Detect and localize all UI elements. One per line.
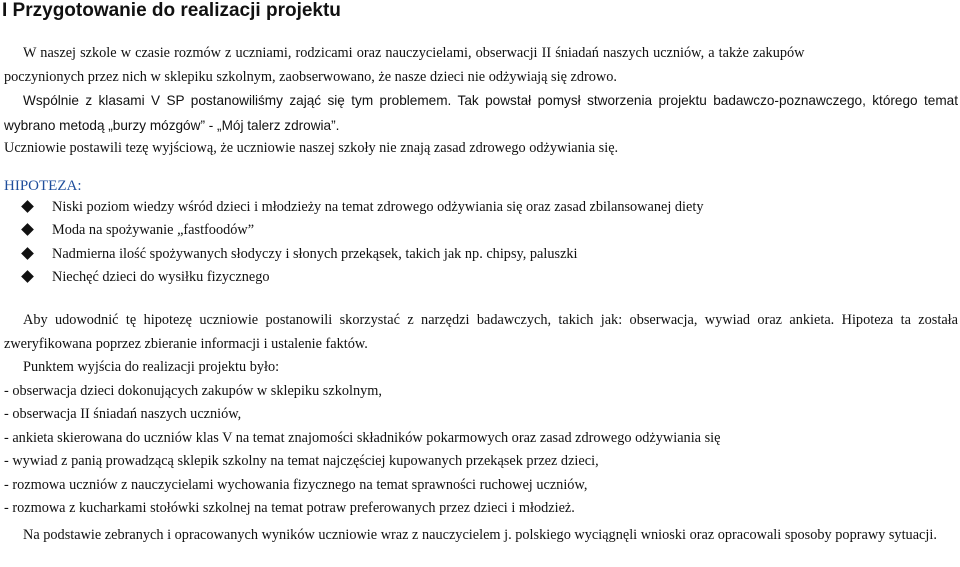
project-origin-sentence-2: Tak powstał pomysł stworzenia projektu badawczo-poznawczego, którego temat wybrano metodą „burzy mózgów” - „Mój talerz zdrowia”. xyxy=(4,93,959,133)
list-item: - obserwacja dzieci dokonujących zakupów w sklepiku szkolnym, xyxy=(4,382,382,399)
list-item: - rozmowa z kucharkami stołówki szkolnej na temat potraw preferowanych przez dzieci i młodzież. xyxy=(4,500,575,516)
list-item xyxy=(0,266,703,289)
page-title: I Przygotowanie do realizacji projektu xyxy=(2,0,341,21)
intro-line-2: poczynionych przez nich w sklepiku szkolnym, zaobserwowano, że nasze dzieci nie odżywiają się zdrowo. xyxy=(4,68,617,85)
list-item: - rozmowa uczniów z nauczycielami wychowania fizycznego na temat sprawności ruchowej uczniów, xyxy=(4,476,588,493)
starting-point-intro: Punktem wyjścia do realizacji projektu było: xyxy=(23,359,280,375)
research-tools-text: Aby udowodnić tę hipotezę uczniowie postanowili skorzystać z narzędzi badawczych, takich jak: obserwacja, wywiad oraz ankieta. Hipoteza ta została zweryfikowana poprzez zbieranie informacji i ustalenie faktów. xyxy=(4,312,958,352)
diamond-bullet-icon xyxy=(21,223,34,236)
list-item xyxy=(0,243,703,266)
conclusion-text: Na podstawie zebranych i opracowanych wyników uczniowie wraz z nauczycielem j. polskiego wyciągnęli wnioski oraz opracowali sposoby poprawy sytuacji. xyxy=(23,527,937,543)
thesis-sentence: Uczniowie postawili tezę wyjściową, że uczniowie naszej szkoły nie znają zasad zdrowego odżywiania się. xyxy=(4,140,619,156)
list-item: - wywiad z panią prowadzącą sklepik szkolny na temat najczęściej kupowanych przekąsek przez dzieci, xyxy=(4,453,599,469)
hypothesis-text: Niski poziom wiedzy wśród dzieci i młodzieży na temat zdrowego odżywiania się oraz zasad zbilansowanej diety xyxy=(52,199,704,215)
starting-point-section xyxy=(4,356,944,521)
thesis-paragraph xyxy=(4,137,958,161)
hypothesis-text: Nadmierna ilość spożywanych słodyczy i słonych przekąsek, takich jak np. chipsy, paluszki xyxy=(52,245,578,262)
hypothesis-heading: HIPOTEZA: xyxy=(4,178,82,194)
project-origin-sentence-1: Wspólnie z klasami V SP postanowiliśmy zająć się tym problemem. xyxy=(23,93,452,108)
hypothesis-text: Niechęć dzieci do wysiłku fizycznego xyxy=(52,268,270,285)
list-item: - obserwacja II śniadań naszych uczniów, xyxy=(4,406,242,422)
diamond-bullet-icon xyxy=(21,247,34,260)
intro-paragraph xyxy=(4,42,958,89)
diamond-bullet-icon xyxy=(21,200,34,213)
hypothesis-list xyxy=(0,196,703,289)
project-origin-paragraph xyxy=(4,89,958,138)
diamond-bullet-icon xyxy=(21,270,34,283)
research-tools-paragraph xyxy=(4,309,958,356)
intro-line-1: W naszej szkole w czasie rozmów z uczniami, rodzicami oraz nauczycielami, obserwacji II śniadań naszych uczniów, a także zakupów xyxy=(23,45,805,61)
conclusion-paragraph xyxy=(4,524,958,548)
list-item xyxy=(0,196,703,219)
list-item: - ankieta skierowana do uczniów klas V na temat znajomości składników pokarmowych oraz zasad zdrowego odżywiania się xyxy=(4,429,721,446)
hypothesis-text: Moda na spożywanie „fastfoodów” xyxy=(52,222,255,239)
list-item xyxy=(0,219,703,242)
